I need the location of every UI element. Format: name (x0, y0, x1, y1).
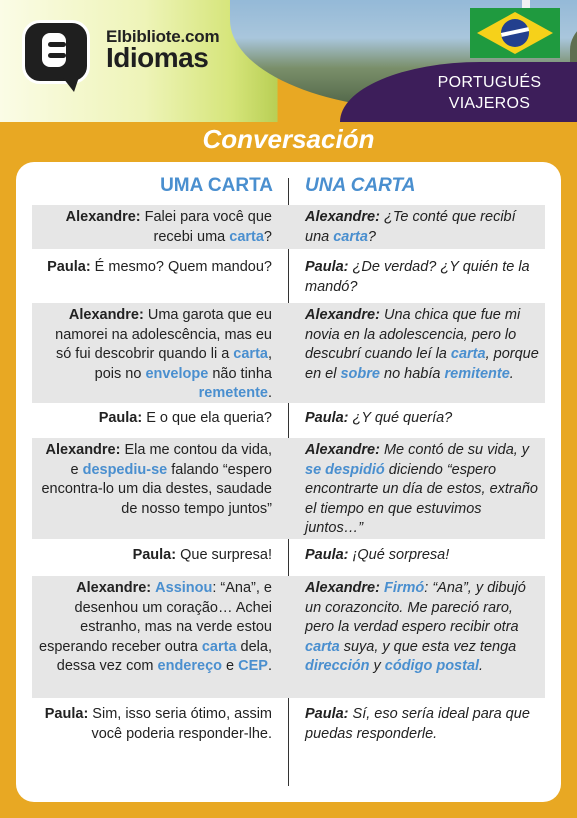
portuguese-line (36, 441, 272, 519)
dialogue-text: . (267, 658, 272, 674)
dialogue-text: Uma garota que eu namorei na adolescência, mas eu só fui descobrir quando li a (55, 307, 272, 362)
page-title: Conversación (202, 124, 375, 154)
vocab-keyword: carta (201, 638, 237, 655)
logo-icon[interactable] (22, 20, 94, 90)
vocab-keyword: carta (333, 228, 368, 245)
vocab-keyword: envelope (145, 365, 209, 382)
dialogue-text: É mesmo? Quem mandou? (90, 259, 272, 275)
dialogue-text: ¡Qué sorpresa! (348, 547, 450, 563)
spanish-line (305, 306, 541, 384)
brand-site[interactable]: Elbibliote.com (106, 27, 220, 46)
vocab-keyword: se despidió (305, 461, 385, 478)
speaker-name: Paula: (132, 547, 177, 563)
header-es: UNA CARTA (305, 175, 416, 196)
brand-name[interactable]: Idiomas (106, 42, 209, 73)
vocab-keyword: Assinou (155, 580, 213, 596)
vocab-keyword: despediu-se (82, 461, 168, 478)
vocab-keyword: carta (229, 228, 264, 245)
dialogue-text: y (369, 658, 385, 674)
portuguese-line (36, 705, 272, 744)
dialogue-text: Sim, isso seria ótimo, assim você poderia responder-lhe. (88, 706, 272, 742)
spanish-line (305, 441, 541, 539)
spanish-line (305, 546, 541, 566)
dialogue-text: Sí, eso sería ideal para que puedas responderle. (305, 706, 530, 742)
dialogue-text: , pois no (94, 346, 272, 382)
vocab-keyword: CEP (238, 658, 268, 674)
logo-letter (42, 33, 66, 67)
portuguese-line (36, 579, 272, 677)
portuguese-line (36, 546, 272, 566)
speaker-name: Alexandre: (305, 442, 380, 458)
tag-line2: VIAJEROS (448, 95, 531, 112)
dialogue-text: Me contó de su vida, y (379, 442, 530, 458)
dialogue-text: , porque en el (305, 346, 539, 382)
dialogue-row (32, 438, 545, 539)
dialogue-row (32, 543, 545, 573)
dialogue-text: no había (379, 365, 445, 382)
dialogue-text: Que surpresa! (176, 547, 272, 563)
portuguese-line (36, 208, 272, 247)
speaker-name: Alexandre: (68, 307, 144, 323)
speaker-name: Paula: (305, 259, 349, 275)
dialogue-text: suya, y que esta vez tenga (339, 638, 517, 655)
dialogue-row (32, 406, 545, 436)
portuguese-line (36, 409, 272, 429)
vocab-keyword: carta (233, 346, 268, 362)
speaker-name: Paula: (305, 410, 349, 426)
dialogue-text: . (479, 658, 484, 674)
dialogue-text: . (509, 365, 514, 382)
speaker-name: Alexandre: (305, 580, 380, 596)
header (0, 0, 577, 122)
dialogue-row (32, 205, 545, 249)
dialogue-text: Falei para você que recebi uma (140, 209, 272, 245)
logo-letter-gap (48, 42, 66, 47)
dialogue-text: . (267, 385, 272, 401)
vocab-keyword: carta (450, 346, 486, 362)
spanish-line (305, 705, 541, 744)
speaker-name: Paula: (305, 706, 349, 722)
vocab-keyword: Firmó (383, 580, 425, 596)
speaker-name: Paula: (44, 706, 89, 722)
vocab-keyword: dirección (305, 658, 370, 674)
speaker-name: Alexandre: (305, 209, 380, 225)
spanish-line (305, 579, 541, 677)
spanish-line (305, 208, 541, 247)
dialogue-text: e (222, 658, 239, 674)
speaker-name: Paula: (305, 547, 349, 563)
vocab-keyword: endereço (157, 658, 223, 674)
speaker-name: Alexandre: (76, 580, 152, 596)
dialogue-text: dela, dessa vez com (56, 638, 272, 674)
logo-letter-gap (48, 53, 66, 58)
dialogue-row (32, 702, 545, 762)
dialogue-text: ¿De verdad? ¿Y quién te la mandó? (305, 259, 530, 295)
speaker-name: Alexandre: (45, 442, 121, 458)
dialogue-text: não tinha (208, 365, 272, 382)
vocab-keyword: código postal (384, 658, 480, 674)
vocab-keyword: sobre (340, 365, 380, 382)
dialogue-text: ¿Y qué quería? (348, 410, 453, 426)
speaker-name: Alexandre: (65, 209, 141, 225)
dialogue-text: Una chica que fue mi novia en la adolescencia, pero lo descubrí cuando leí la (305, 307, 521, 362)
dialogue-text: falando “espero encontra-lo um dia destes, saudade de nosso tempo juntos” (41, 461, 272, 517)
speaker-name: Alexandre: (305, 307, 380, 323)
portuguese-line (36, 258, 272, 278)
dialogue-text: ? (263, 228, 272, 245)
dialogue-row (32, 576, 545, 698)
dialogue-row (32, 303, 545, 403)
spanish-line (305, 409, 541, 429)
speaker-name: Paula: (47, 259, 91, 275)
dialogue-text: ? (367, 228, 376, 245)
course-tag (362, 72, 577, 122)
vocab-keyword: carta (305, 638, 340, 655)
tag-line1: PORTUGUÉS (437, 74, 542, 91)
dialogue-row (32, 255, 545, 297)
vocab-keyword: remetente (198, 385, 268, 401)
dialogue-text: diciendo “espero encontrarte un día de estos, extraño el tiempo en que estuvimos juntos…” (305, 461, 538, 536)
dialogue-text: ¿Te conté que recibí una (305, 209, 516, 245)
dialogue-text: : “Ana”, y dibujó un corazoncito. Me pareció raro, pero la verdad espero recibir otra (305, 580, 526, 635)
dialogue-text: Ela me contou da vida, e (70, 442, 272, 478)
spanish-line (305, 258, 541, 297)
vocab-keyword: remitente (444, 365, 510, 382)
brazil-flag-icon (470, 8, 560, 58)
speaker-name: Paula: (98, 410, 143, 426)
portuguese-line (36, 306, 272, 404)
logo-tail (60, 74, 80, 92)
header-pt: UMA CARTA (160, 175, 273, 196)
dialogue-text: : “Ana”, e desenhou um coração… Achei estranho, mas na verde estou esperando receber outra (39, 580, 272, 655)
dialogue-text: E o que ela queria? (142, 410, 272, 426)
